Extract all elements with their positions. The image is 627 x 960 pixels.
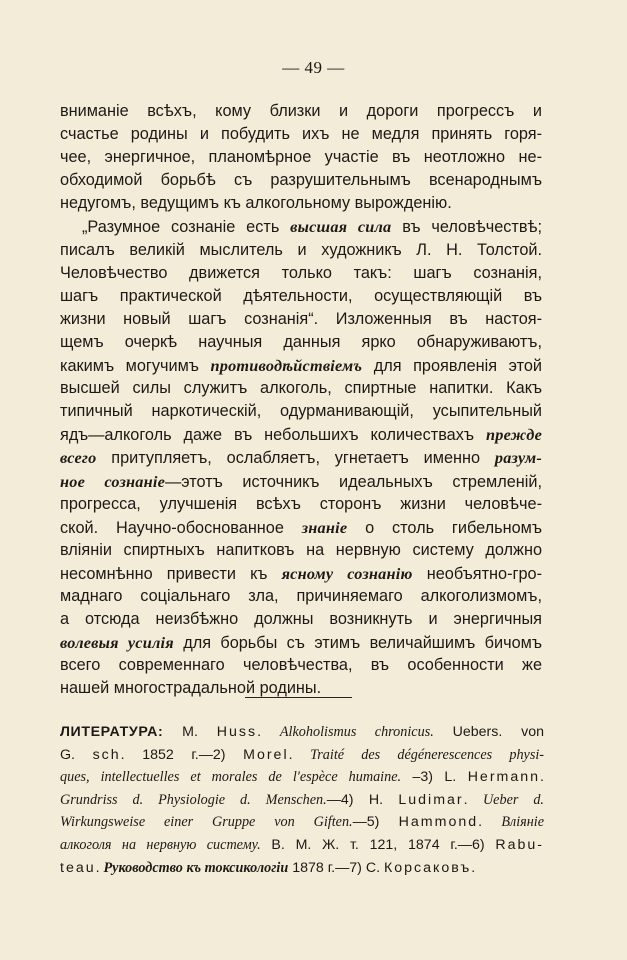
text-line: счастье родины и побудить ихъ не медля принять горя- [60, 125, 542, 144]
text-line: жизни новый шагъ сознанія“. Изложенныя въ настоя- [60, 309, 542, 328]
text-line: писалъ великій мыслитель и художникъ Л. Н. Толстой. [60, 240, 542, 259]
main-text [60, 100, 542, 700]
text-line: маднаго соціальнаго зла, причиняемаго алкоголизмомъ, [60, 586, 542, 605]
text-line: вниманіе всѣхъ, кому близки и дороги прогрессъ и [60, 102, 542, 120]
text-line: щемъ очеркѣ научныя данныя ярко обнаруживаютъ, [60, 332, 542, 351]
text-line: обходимой борьбѣ съ разрушительнымъ всенароднымъ [60, 171, 542, 190]
text-line: Человѣчество движется только такъ: шагъ сознанія, [60, 263, 542, 282]
text-line: всего притупляетъ, ослабляетъ, угнетаетъ именно разум- [60, 448, 542, 468]
emphasis: прежде [485, 425, 542, 445]
text-line: ской. Научно-обоснованное знаніе о столь гибельномъ [60, 517, 542, 537]
text-line: нашей многострадальной родины. [60, 679, 322, 698]
text-line: недугомъ, ведущимъ къ алкогольному вырожденію. [60, 194, 452, 213]
text-line: прогресса, улучшенія всѣхъ сторонъ жизни человѣче- [60, 494, 542, 513]
text-line: ное сознаніе—этотъ источникъ идеальныхъ стремленій, [60, 471, 542, 491]
text-line: всего современнаго человѣчества, въ особенности же [60, 656, 542, 675]
reference-line: teau. Руководство къ токсикологіи 1878 г.—7) С. Корсаковъ. [60, 859, 476, 876]
reference-line: Wirkungsweise einer Gruppe von Giften.—5) Hammond. Вліяніе [60, 814, 544, 831]
text-line: высшей силы служитъ алкоголь, спиртные напитки. Какъ [60, 379, 542, 398]
emphasis: разум- [494, 448, 542, 468]
reference-line: Grundriss d. Physiologie d. Menschen.—4) H. Ludimar. Ueber d. [60, 791, 544, 808]
text-line: „Разумное сознаніе есть высшая сила въ человѣчествѣ; [82, 217, 542, 237]
text-line: типичный наркотическій, одурманивающій, усыпительный [60, 402, 542, 421]
emphasis: противодѣйствіемъ [210, 356, 363, 376]
emphasis: знаніе [301, 517, 348, 537]
page-number: — 49 — [282, 58, 345, 77]
section-divider [245, 697, 352, 698]
text-line: ядъ—алкоголь даже въ небольшихъ количествахъ прежде [60, 425, 542, 445]
emphasis: высшая сила [290, 217, 392, 237]
reference-line: алкоголя на нервную систему. В. М. Ж. т. 121, 1874 г.—6) Rabu- [60, 836, 544, 853]
reference-line: G. sch. 1852 г.—2) Morel. Traité des dégénerescences physi- [60, 746, 544, 763]
emphasis: ясному сознанію [281, 563, 413, 583]
emphasis: всего [60, 448, 97, 468]
reference-line: ЛИТЕРАТУРА: M. Huss. Alkoholismus chronicus. Uebers. von [60, 724, 544, 740]
text-line: а отсюда неизбѣжно должны возникнуть и энергичныя [60, 610, 542, 629]
emphasis: волевыя усилія [60, 633, 174, 653]
text-line: вліяніи спиртныхъ напитковъ на нервную систему должно [60, 540, 542, 559]
literature-section [60, 721, 544, 879]
reference-line: ques, intellectuelles et morales de l'espèce humaine. –3) L. Hermann. [60, 769, 544, 786]
text-line: шагъ практической дѣятельности, осуществляющій въ [60, 286, 542, 305]
text-line: чее, энергичное, планомѣрное участіе въ неотложно не- [60, 148, 542, 167]
literature-heading: ЛИТЕРАТУРА: [60, 724, 164, 740]
text-line: волевыя усилія для борьбы съ этимъ величайшимъ бичомъ [60, 633, 542, 653]
emphasis: ное сознаніе [60, 471, 165, 491]
text-line: какимъ могучимъ противодѣйствіемъ для проявленія этой [60, 356, 542, 376]
text-line: несомнѣнно привести къ ясному сознанію необъятно-гро- [60, 563, 542, 583]
